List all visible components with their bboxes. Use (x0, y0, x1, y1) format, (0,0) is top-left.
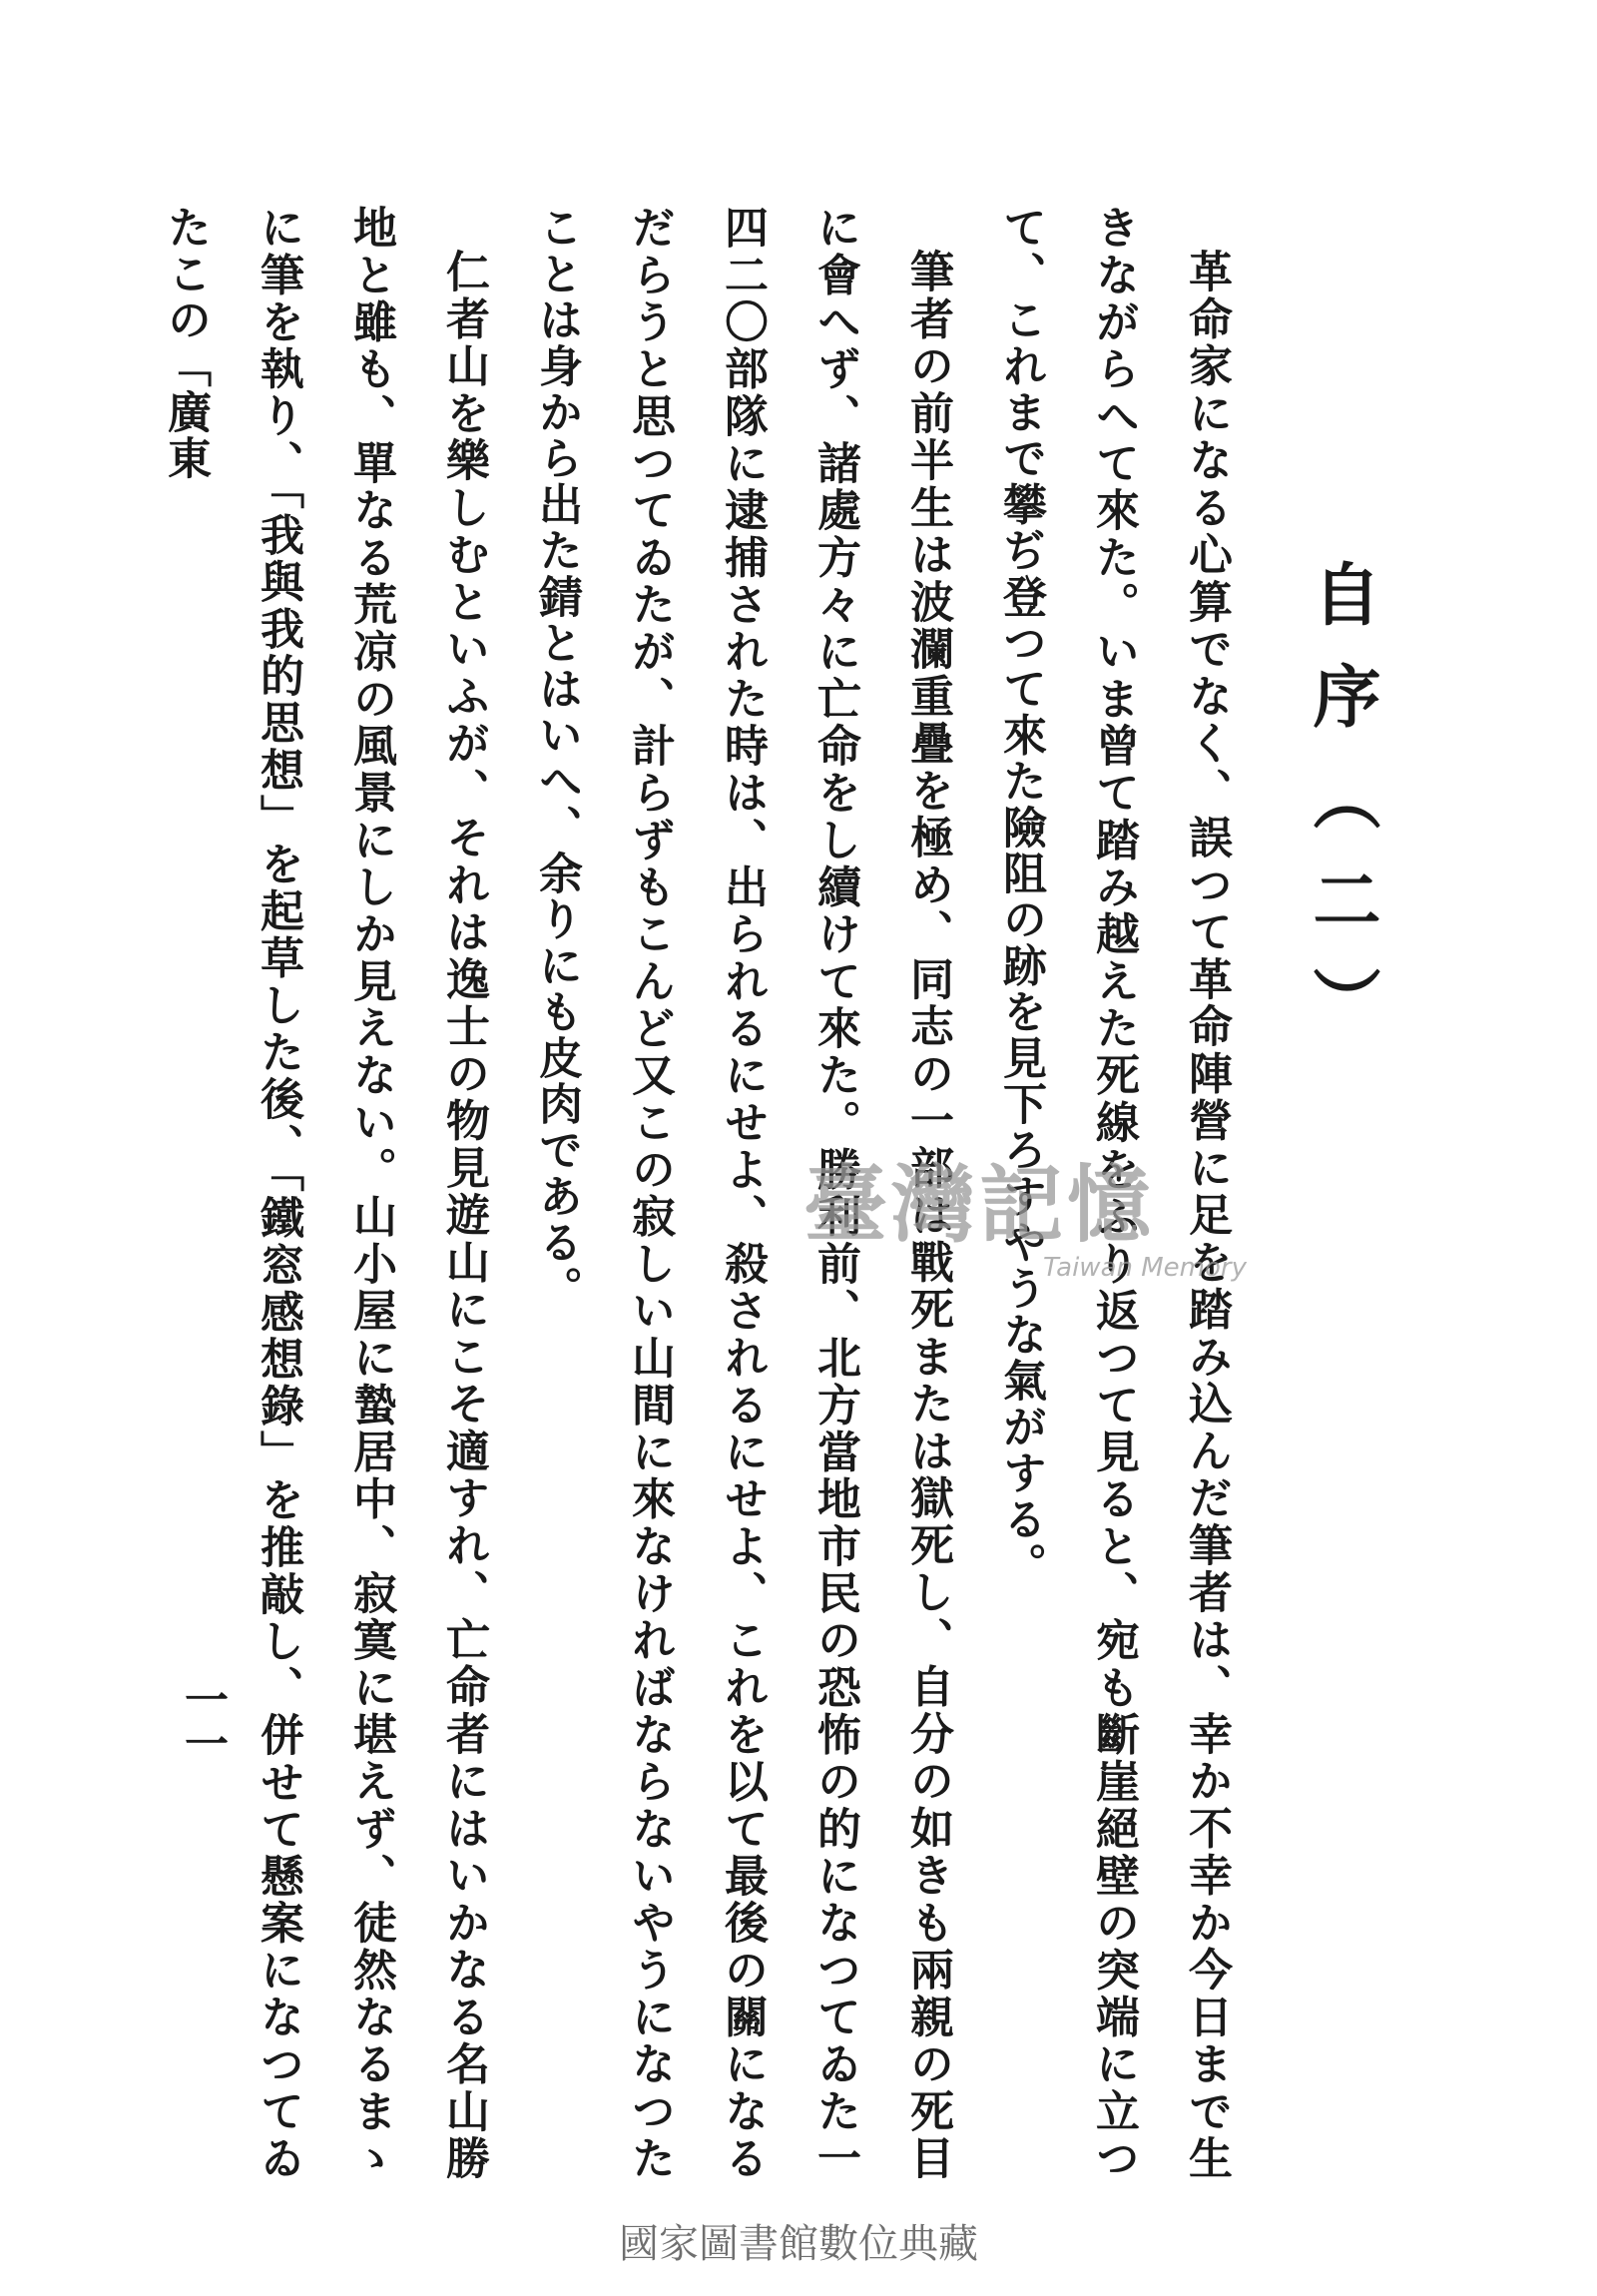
page-title: 自序（二） (1302, 559, 1381, 1068)
paragraph: 筆者の前半生は波瀾重疊を極め、同志の一部は戰死または獄死し、自分の如きも兩親の死目に會へず、諸處方々に亡命をし續けて來た。勝利前、北方當地市民の恐怖の的になつてゐた一四二〇部隊に逮捕された時は、出られるにせよ、殺されるにせよ、これを以て最後の關になるだらうと思つてゐたが、計らずもこんど又この寂しい山間に來なければならないやうになつたことは身から出た錆とはいへ、余りにも皮肉である。 (531, 205, 953, 2181)
watermark-logo (803, 1155, 1283, 1303)
watermark-english: Taiwan Memory (1043, 1253, 1247, 1283)
footer-credit: 國家圖書館數位典藏 (619, 2221, 978, 2267)
paragraph: 仁者山を樂しむといふが、それは逸士の物見遊山にこそ適すれ、亡命者にはいかなる名山勝地と雖も、單なる荒凉の風景にしか見えない。山小屋に蟄居中、寂寞に堪えず、徒然なるまゝに筆を執り、「我與我的思想」を起草した後、「鐵窓感想錄」を推敲し、併せて懸案になつてゐたこの「廣東 (160, 205, 489, 2181)
page-number: 一一 (177, 1677, 228, 1765)
paragraph: 革命家になる心算でなく、誤つて革命陣營に足を踏み込んだ筆者は、幸か不幸か今日まで生きながらへて來た。いま曾て踏み越えた死線をふり返つて見ると、宛も斷崖絕壁の突端に立つて、これまで攀ぢ登つて來た險阻の跡を見下ろすやうな氣がする。 (995, 205, 1232, 2181)
watermark-cjk: 臺灣記憶 (803, 1155, 1156, 1254)
